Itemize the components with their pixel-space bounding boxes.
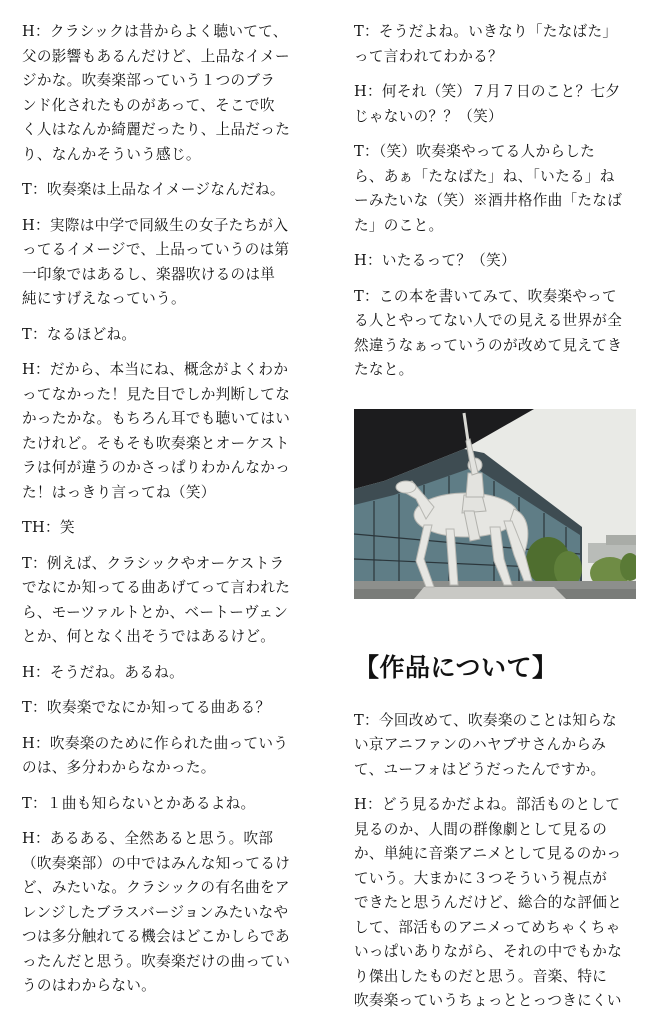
dialogue-paragraph: T：吹奏楽は上品なイメージなんだね。 — [22, 181, 285, 198]
dialogue-paragraph: T：（笑）吹奏楽やってる人からした ら、あぁ「たなばた」ね、「いたる」ね ーみたいな（笑）※酒井格作曲「たなば た」のこと。 — [354, 143, 623, 234]
dialogue-paragraph: TH：笑 — [22, 519, 75, 536]
dialogue-paragraph: T：そうだよね。いきなり「たなばた」 って言われてわかる？ — [354, 23, 618, 65]
right-column — [354, 20, 636, 1024]
statue-photo — [354, 409, 636, 599]
dialogue-paragraph: T：１曲も知らないとかあるよね。 — [22, 794, 256, 812]
dialogue-paragraph: H：あるある、全然あると思う。吹部 （吹奏楽部）の中ではみんな知ってるけ ど、みたいな。クラシックの有名曲をア レンジしたブラスバージョンみたいなや つは多分触れてる機会はどこかしらであ ったんだと思う。吹奏楽だけの曲ってい うのはわからない。 — [22, 830, 291, 994]
dialogue-paragraph: H：クラシックは昔からよく聴いてて、 父の影響もあるんだけど、上品なイメー ジかな。吹奏楽部っていう１つのブラ ンド化されたものがあって、そこで吹 く人はなんか綺麗だったり、上品だった り、なんかそういう感じ。 — [22, 23, 291, 163]
dialogue-paragraph: H：どう見るかだよね。部活ものとして 見るのか、人間の群像劇として見るの か、単純に音楽アニメとして見るのかっ ていう。大まかに３つそういう視点が できたと思うんだけど、総合的な評価と して、部活ものアニメってめちゃくちゃ いっぱいありながら、それの中でもかな り傑出したものだと思う。音楽、特に 吹奏楽っていうちょっととっつきにくい — [354, 796, 623, 1009]
statue-photo-image — [354, 409, 636, 599]
dialogue-paragraph: T：吹奏楽でなにか知ってる曲ある？ — [22, 699, 271, 716]
dialogue-paragraph: H：何それ（笑）７月７日のこと？七夕 じゃないの？？（笑） — [354, 83, 621, 125]
dialogue-paragraph: T：なるほどね。 — [22, 325, 137, 343]
dialogue-paragraph: T：例えば、クラシックやオーケストラ でなにか知ってる曲あげてって言われた ら、モーツァルトとか、ベートーヴェン とか、何となく出そうではあるけど。 — [22, 554, 291, 645]
dialogue-paragraph: T：今回改めて、吹奏楽のことは知らな い京アニファンのハヤブサさんからみ て、ユーフォはどうだったんですか。 — [354, 711, 617, 778]
left-column — [22, 20, 304, 1010]
dialogue-paragraph: H：だから、本当にね、概念がよくわか ってなかった！見た目でしか判断してな かったかな。もちろん耳でも聴いてはい たけれど。そもそも吹奏楽とオーケスト ラは何が違うのかさっぱりわかんなかっ た！はっきり言ってね（笑） — [22, 361, 291, 501]
dialogue-paragraph: T：この本を書いてみて、吹奏楽やって る人とやってない人での見える世界が全 然違うなぁっていうのが改めて見えてき たなと。 — [354, 287, 623, 378]
dialogue-paragraph: H：いたるって？（笑） — [354, 252, 516, 269]
section-heading: 【作品について】 — [354, 652, 558, 682]
dialogue-paragraph: H：実際は中学で同級生の女子たちが入 ってるイメージで、上品っていうのは第 一印象ではあるし、楽器吹けるのは単 純にすげえなっていう。 — [22, 216, 290, 307]
dialogue-paragraph: H：吹奏楽のために作られた曲っていう のは、多分わからなかった。 — [22, 734, 289, 776]
dialogue-paragraph: H：そうだね。あるね。 — [22, 663, 184, 681]
